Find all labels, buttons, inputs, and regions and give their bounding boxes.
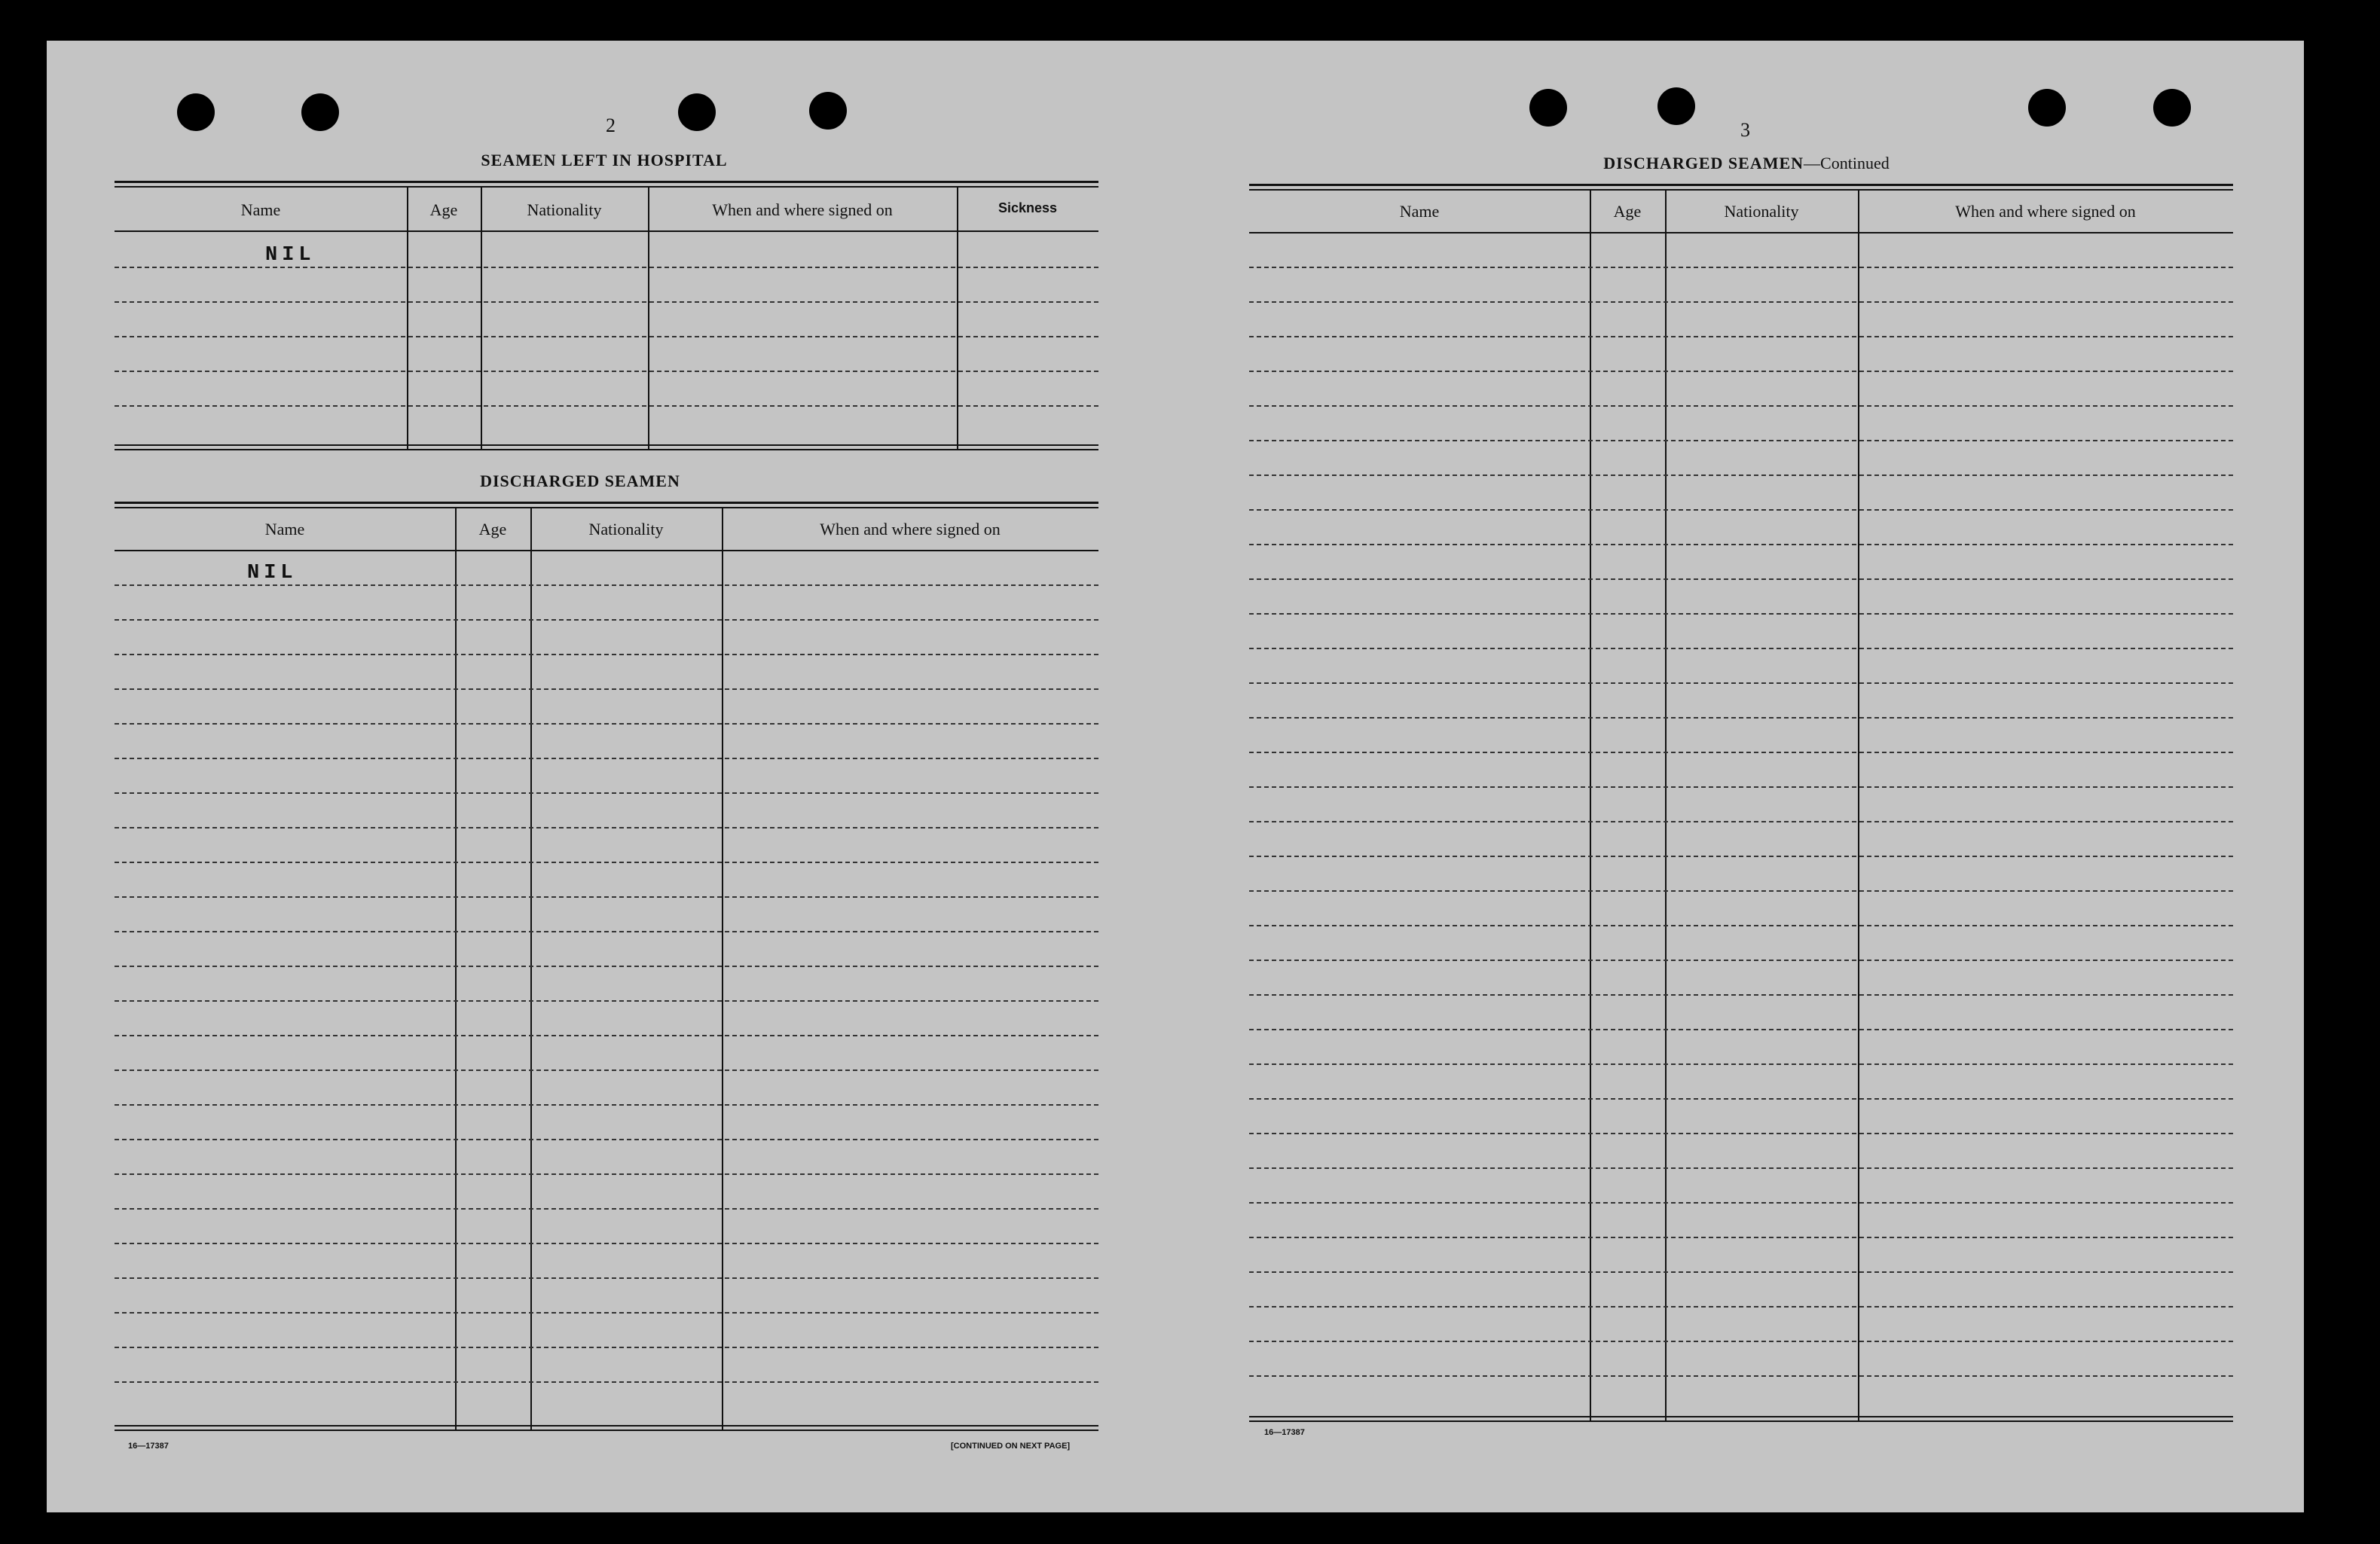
column-header: Age (1613, 202, 1642, 221)
continued-note: [CONTINUED ON NEXT PAGE] (951, 1442, 1071, 1451)
form-number: 16—17387 (1264, 1428, 1305, 1437)
page-number: 2 (606, 114, 616, 136)
column-header: Name (264, 520, 305, 539)
form-number: 16—17387 (128, 1442, 169, 1451)
page-number: 3 (1740, 119, 1750, 141)
handwritten-entry: NIL (247, 562, 298, 584)
column-header: Name (1399, 202, 1440, 221)
hospital-table (115, 181, 1098, 453)
title-suffix: —Continued (1804, 154, 1890, 172)
column-header: When and where signed on (820, 520, 1001, 539)
section-title-discharged: DISCHARGED SEAMEN (480, 471, 680, 490)
column-header: Nationality (527, 200, 602, 219)
right-page (1249, 41, 2289, 1512)
left-page (115, 41, 1154, 1512)
document-sheet (47, 41, 2304, 1512)
column-header: Sickness (998, 200, 1058, 215)
discharged-table (115, 502, 1098, 1434)
column-header: When and where signed on (712, 200, 893, 219)
column-header: Name (240, 200, 281, 219)
discharged-continued-table (1249, 184, 2233, 1423)
column-header: When and where signed on (1955, 202, 2136, 221)
section-title-hospital: SEAMEN LEFT IN HOSPITAL (481, 151, 728, 169)
column-header: Nationality (588, 520, 664, 539)
column-header: Nationality (1724, 202, 1799, 221)
column-header: Age (478, 520, 507, 539)
title-main: DISCHARGED SEAMEN (1603, 154, 1804, 172)
section-title-discharged-continued (1535, 154, 1957, 173)
handwritten-entry: NIL (265, 244, 316, 267)
column-header: Age (429, 200, 458, 219)
